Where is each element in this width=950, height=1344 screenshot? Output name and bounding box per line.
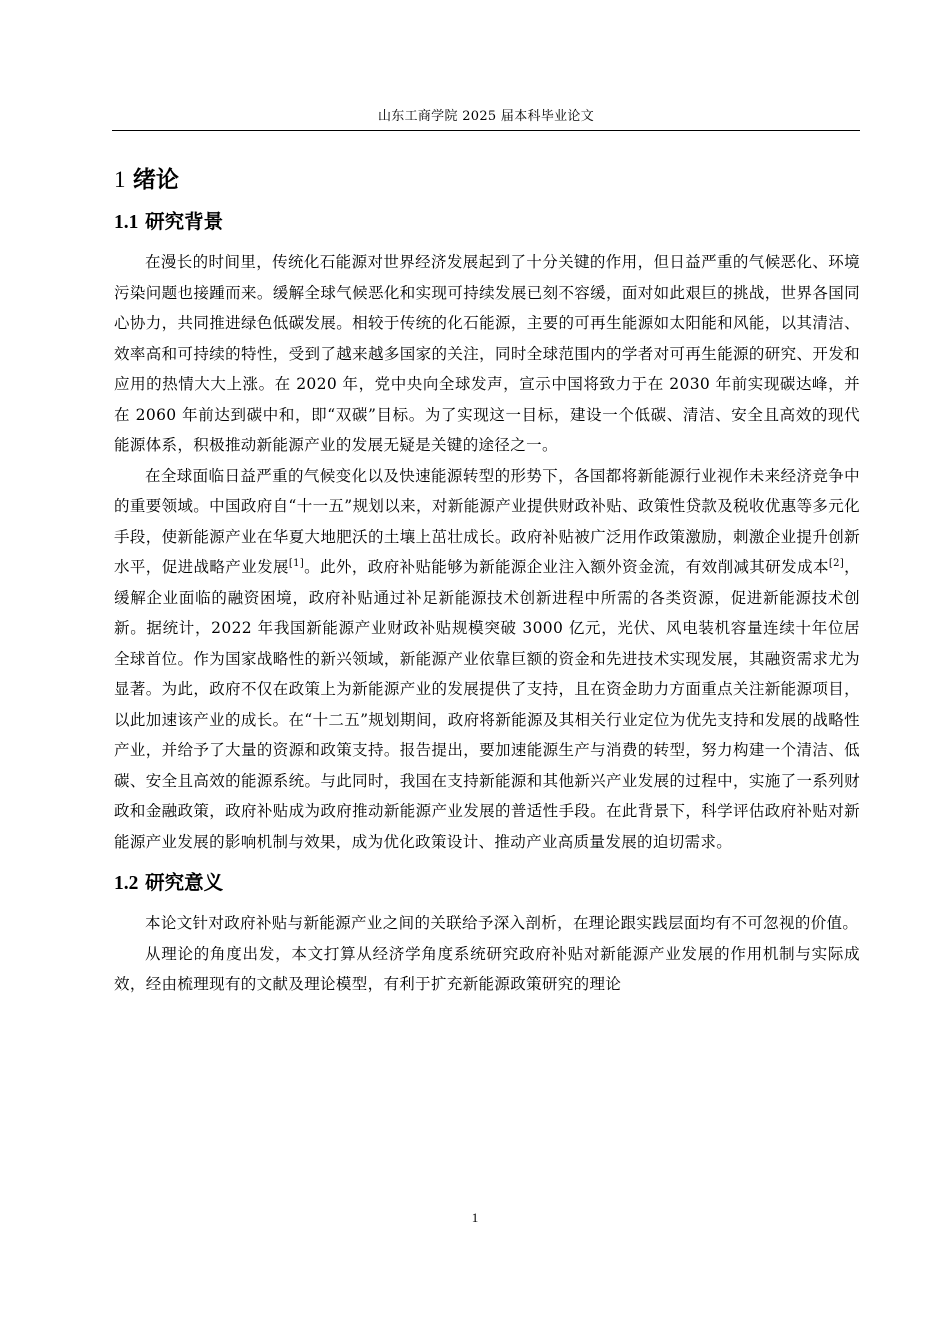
section-title: 研究背景 — [145, 210, 224, 233]
paragraph-text: 。此外，政府补贴能够为新能源企业注入额外资金流，有效削减其研发成本 — [304, 558, 829, 576]
chapter-heading — [114, 160, 860, 200]
chapter-number: 1 — [114, 167, 126, 192]
page-number: 1 — [471, 1210, 479, 1225]
running-header: 山东工商学院 2025 届本科毕业论文 — [377, 109, 595, 124]
chapter-title: 绪论 — [132, 166, 179, 193]
citation-ref[interactable]: [1] — [288, 558, 305, 569]
section-title: 研究意义 — [145, 871, 224, 894]
section-heading-1-1 — [114, 204, 860, 241]
page-body — [114, 160, 860, 1000]
paragraph-text: 在全球面临日益严重的气候变化以及快速能源转型的形势下，各国都将新能源行业视作未来经济竞争中的重要领域。中国政府自“十一五”规划以来，对新能源产业提供财政补贴、政策性贷款及税收优惠等多元化手段，使新能源产业在华夏大地肥沃的土壤上茁壮成长。政府补贴被广泛用作政策激励，刺激企业提升创新水平，促进战略产业发展 — [114, 466, 860, 576]
section-number: 1.2 — [114, 873, 139, 894]
citation-ref[interactable]: [2] — [828, 558, 845, 569]
header-rule — [112, 130, 860, 131]
paragraph-text: ，缓解企业面临的融资困境，政府补贴通过补足新能源技术创新进程中所需的各类资源，促进新能源技术创新。据统计，2022 年我国新能源产业财政补贴规模突破 3000 亿元，光伏、风电装机容量连续十年位居全球首位。作为国家战略性的新兴领域，新能源产业依靠巨额的资金和先进技术实现发展，其融资需求尤为显著。为此，政府不仅在政策上为新能源产业的发展提供了支持，且在资金助力方面重点关注新能源项目，以此加速该产业的成长。在“十二五”规划期间，政府将新能源及其相关行业定位为优先支持和发展的战略性产业，并给予了大量的资源和政策支持。报告提出，要加速能源生产与消费的转型，努力构建一个清洁、低碳、安全且高效的能源系统。与此同时，我国在支持新能源和其他新兴产业发展的过程中，实施了一系列财政和金融政策，政府补贴成为政府推动新能源产业发展的普适性手段。在此背景下，科学评估政府补贴对新能源产业发展的影响机制与效果，成为优化政策设计、推动产业高质量发展的迫切需求。 — [114, 558, 860, 851]
paragraph-significance-1: 本论文针对政府补贴与新能源产业之间的关联给予深入剖析，在理论跟实践层面均有不可忽视的价值。 — [145, 914, 859, 932]
paragraph-significance-2: 从理论的角度出发，本文打算从经济学角度系统研究政府补贴对新能源产业发展的作用机制与实际成效，经由梳理现有的文献及理论模型，有利于扩充新能源政策研究的理论 — [114, 944, 860, 993]
section-number: 1.1 — [114, 212, 139, 233]
paragraph-background-1: 在漫长的时间里，传统化石能源对世界经济发展起到了十分关键的作用，但日益严重的气候恶化、环境污染问题也接踵而来。缓解全球气候恶化和实现可持续发展已刻不容缓，面对如此艰巨的挑战，世界各国同心协力，共同推进绿色低碳发展。相较于传统的化石能源，主要的可再生能源如太阳能和风能，以其清洁、效率高和可持续的特性，受到了越来越多国家的关注，同时全球范围内的学者对可再生能源的研究、开发和应用的热情大大上涨。在 2020 年，党中央向全球发声，宣示中国将致力于在 2030 年前实现碳达峰，并在 2060 年前达到碳中和，即“双碳”目标。为了实现这一目标，建设一个低碳、清洁、安全且高效的现代能源体系，积极推动新能源产业的发展无疑是关键的途径之一。 — [114, 253, 860, 454]
section-heading-1-2 — [114, 865, 860, 902]
paragraph-background-2 — [114, 461, 860, 858]
